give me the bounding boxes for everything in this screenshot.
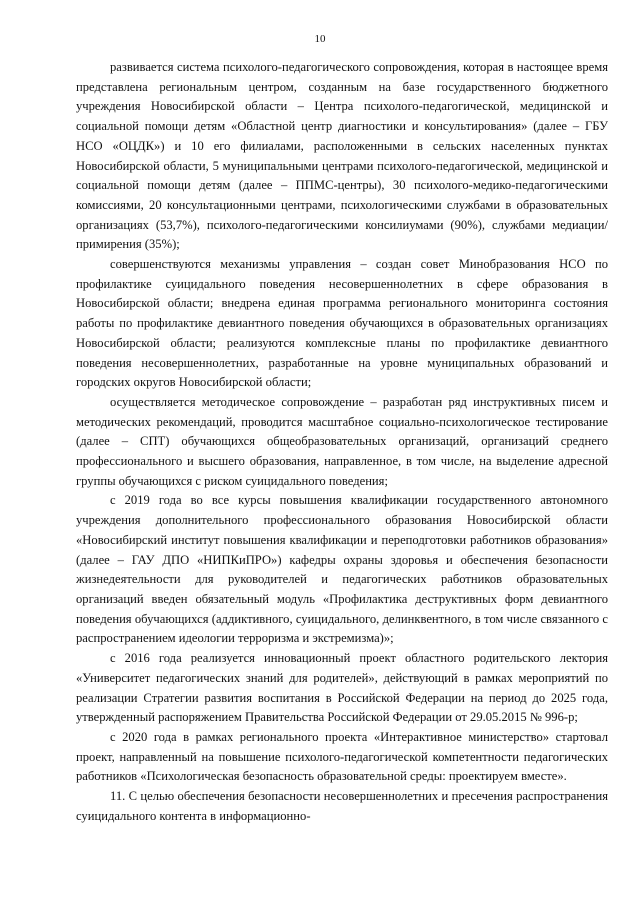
document-body: [76, 58, 608, 826]
paragraph-methodological-support: осуществляется методическое сопровождение – разработан ряд инструктивных писем и методических рекомендаций, проводится масштабное социально-психологическое тестирование (далее – СПТ) обучающихся общеобразовательных организаций, организаций среднего профессионального и высшего образования, направленное, в том числе, на выделение адресной группы обучающихся с риском суицидального поведения;: [76, 394, 608, 488]
page-number: 10: [314, 33, 326, 45]
paragraph-interactive-ministry: с 2020 года в рамках регионального проекта «Интерактивное министерство» стартовал проект, направленный на повышение психолого-педагогической компетентности педагогических работников «Психологическая безопасность образовательной среды: проектируем вместе».: [76, 729, 608, 784]
paragraph-training-courses: с 2019 года во все курсы повышения квалификации государственного автономного учреждения дополнительного профессионального образования Новосибирской области «Новосибирский институт повышения квалификации и переподготовки работников образования» (далее – ГАУ ДПО «НИПКиПРО») кафедры охраны здоровья и обеспечения безопасности жизнедеятельности для руководителей и педагогических работников образовательных организаций введен обязательный модуль «Профилактика деструктивных форм девиантного поведения обучающихся (аддиктивного, суицидального, делинквентного, в том числе связанного с распространением идеологии терроризма и экстремизма)»;: [76, 493, 608, 646]
paragraph-management-mechanisms: совершенствуются механизмы управления – создан совет Минобразования НСО по профилактике суицидального поведения несовершеннолетних в сфере образования в Новосибирской области; внедрена единая программа регионального мониторинга состояния работы по профилактике девиантного поведения обучающихся в образовательных организациях Новосибирской области; реализуются комплексные планы по профилактике девиантного поведения несовершеннолетних, разработанные на уровне муниципальных образований и городских округов Новосибирской области;: [76, 257, 608, 390]
paragraph-item-11: 11. С целью обеспечения безопасности несовершеннолетних и пресечения распространения суицидального контента в информационно-: [76, 789, 608, 823]
paragraph-parent-lectures: с 2016 года реализуется инновационный проект областного родительского лектория «Университет педагогических знаний для родителей», действующий в рамках мероприятий по реализации Стратегии развития воспитания в Российской Федерации на период до 2025 года, утвержденный распоряжением Правительства Российской Федерации от 29.05.2015 № 996-р;: [76, 651, 608, 725]
paragraph-psychological-support: развивается система психолого-педагогического сопровождения, которая в настоящее время представлена региональным центром, созданным на базе государственного бюджетного учреждения Новосибирской области – Центра психолого-педагогической, медицинской и социальной помощи детям «Областной центр диагностики и консультирования» (далее – ГБУ НСО «ОЦДК») и 10 его филиалами, расположенными в сельских населенных пунктах Новосибирской области, 5 муниципальными центрами психолого-педагогической, медицинской и социальной помощи детям (далее – ППМС-центры), 30 психолого-медико-педагогическими комиссиями, 20 консультационными центрами, психологическими службами в образовательных организациях (53,7%), психолого-педагогическими консилиумами (90%), службами медиации/примирения (35%);: [76, 60, 608, 252]
